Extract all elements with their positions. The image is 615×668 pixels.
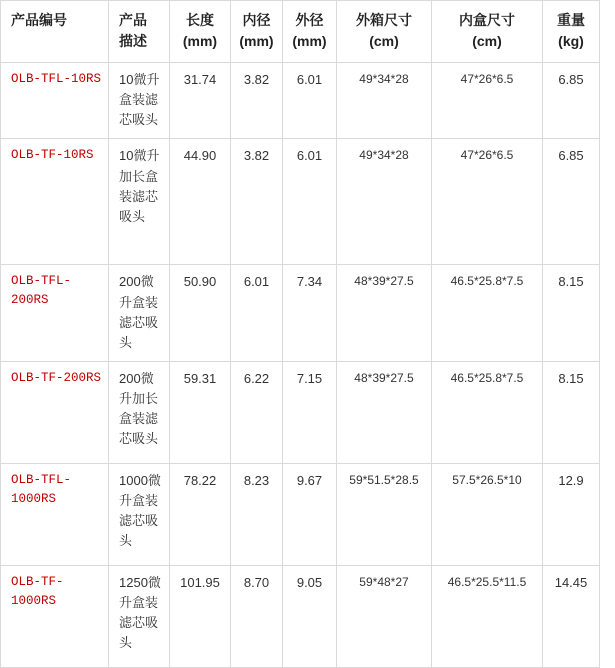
cell-carton-size: 59*48*27: [337, 565, 432, 667]
column-header-weight-line1: 重量: [557, 12, 585, 28]
table-header-row: [1, 1, 600, 63]
column-header-outer-diameter-line2: (mm): [292, 33, 327, 49]
column-header-inner-box-size-line1: 内盒尺寸: [459, 12, 515, 28]
column-header-outer-diameter: [283, 1, 337, 63]
column-header-inner-diameter: [231, 1, 283, 63]
cell-weight: 8.15: [543, 265, 600, 362]
cell-product-description: 10微升加长盒装滤芯吸头: [109, 139, 170, 265]
table-head: [1, 1, 600, 63]
cell-inner-diameter: 6.22: [231, 361, 283, 463]
column-header-product-description: [109, 1, 170, 63]
cell-length: 78.22: [170, 463, 231, 565]
cell-carton-size: 48*39*27.5: [337, 265, 432, 362]
cell-product-code: OLB-TFL-200RS: [1, 265, 109, 362]
cell-inner-diameter: 3.82: [231, 63, 283, 139]
cell-product-description: 10微升盒装滤芯吸头: [109, 63, 170, 139]
table-row: [1, 63, 600, 139]
cell-weight: 6.85: [543, 63, 600, 139]
cell-outer-diameter: 9.05: [283, 565, 337, 667]
column-header-length-line2: (mm): [182, 33, 218, 49]
column-header-carton-size-line2: (cm): [369, 33, 399, 49]
table-row: [1, 565, 600, 667]
cell-outer-diameter: 6.01: [283, 139, 337, 265]
cell-inner-diameter: 8.23: [231, 463, 283, 565]
cell-carton-size: 48*39*27.5: [337, 361, 432, 463]
table-body: [1, 63, 600, 668]
cell-outer-diameter: 7.34: [283, 265, 337, 362]
cell-product-code: OLB-TF-1000RS: [1, 565, 109, 667]
cell-product-description: 1250微升盒装滤芯吸头: [109, 565, 170, 667]
cell-weight: 8.15: [543, 361, 600, 463]
column-header-product-code-line1: 产品编号: [11, 12, 67, 28]
cell-weight: 12.9: [543, 463, 600, 565]
column-header-product-description-line2: 描述: [119, 33, 147, 49]
cell-carton-size: 59*51.5*28.5: [337, 463, 432, 565]
cell-length: 31.74: [170, 63, 231, 139]
cell-product-code: OLB-TFL-1000RS: [1, 463, 109, 565]
column-header-outer-diameter-line1: 外径: [295, 12, 324, 28]
cell-product-code: OLB-TFL-10RS: [1, 63, 109, 139]
cell-product-description: 200微升盒装滤芯吸头: [109, 265, 170, 362]
cell-inner-box-size: 47*26*6.5: [432, 63, 543, 139]
column-header-inner-diameter-line2: (mm): [239, 33, 274, 49]
cell-outer-diameter: 7.15: [283, 361, 337, 463]
cell-inner-diameter: 6.01: [231, 265, 283, 362]
cell-carton-size: 49*34*28: [337, 63, 432, 139]
cell-weight: 14.45: [543, 565, 600, 667]
cell-length: 50.90: [170, 265, 231, 362]
cell-inner-diameter: 8.70: [231, 565, 283, 667]
cell-length: 101.95: [170, 565, 231, 667]
cell-length: 44.90: [170, 139, 231, 265]
column-header-weight: [543, 1, 600, 63]
cell-inner-box-size: 46.5*25.8*7.5: [432, 361, 543, 463]
table-row: [1, 463, 600, 565]
table-row: [1, 265, 600, 362]
column-header-length: [170, 1, 231, 63]
column-header-inner-box-size: [432, 1, 543, 63]
cell-weight: 6.85: [543, 139, 600, 265]
cell-carton-size: 49*34*28: [337, 139, 432, 265]
cell-inner-box-size: 46.5*25.5*11.5: [432, 565, 543, 667]
cell-product-description: 200微升加长盒装滤芯吸头: [109, 361, 170, 463]
cell-inner-diameter: 3.82: [231, 139, 283, 265]
cell-length: 59.31: [170, 361, 231, 463]
cell-product-code: OLB-TF-10RS: [1, 139, 109, 265]
cell-inner-box-size: 57.5*26.5*10: [432, 463, 543, 565]
cell-outer-diameter: 6.01: [283, 63, 337, 139]
cell-product-description: 1000微升盒装滤芯吸头: [109, 463, 170, 565]
column-header-product-code: [1, 1, 109, 63]
cell-inner-box-size: 46.5*25.8*7.5: [432, 265, 543, 362]
column-header-length-line1: 长度: [186, 12, 214, 28]
column-header-inner-diameter-line1: 内径: [242, 12, 271, 28]
table-row: [1, 139, 600, 265]
column-header-carton-size: [337, 1, 432, 63]
column-header-carton-size-line1: 外箱尺寸: [356, 12, 412, 28]
column-header-inner-box-size-line2: (cm): [472, 33, 502, 49]
cell-product-code: OLB-TF-200RS: [1, 361, 109, 463]
cell-outer-diameter: 9.67: [283, 463, 337, 565]
table-row: [1, 361, 600, 463]
column-header-weight-line2: (kg): [558, 33, 584, 49]
cell-inner-box-size: 47*26*6.5: [432, 139, 543, 265]
column-header-product-description-line1: 产品: [119, 12, 147, 28]
